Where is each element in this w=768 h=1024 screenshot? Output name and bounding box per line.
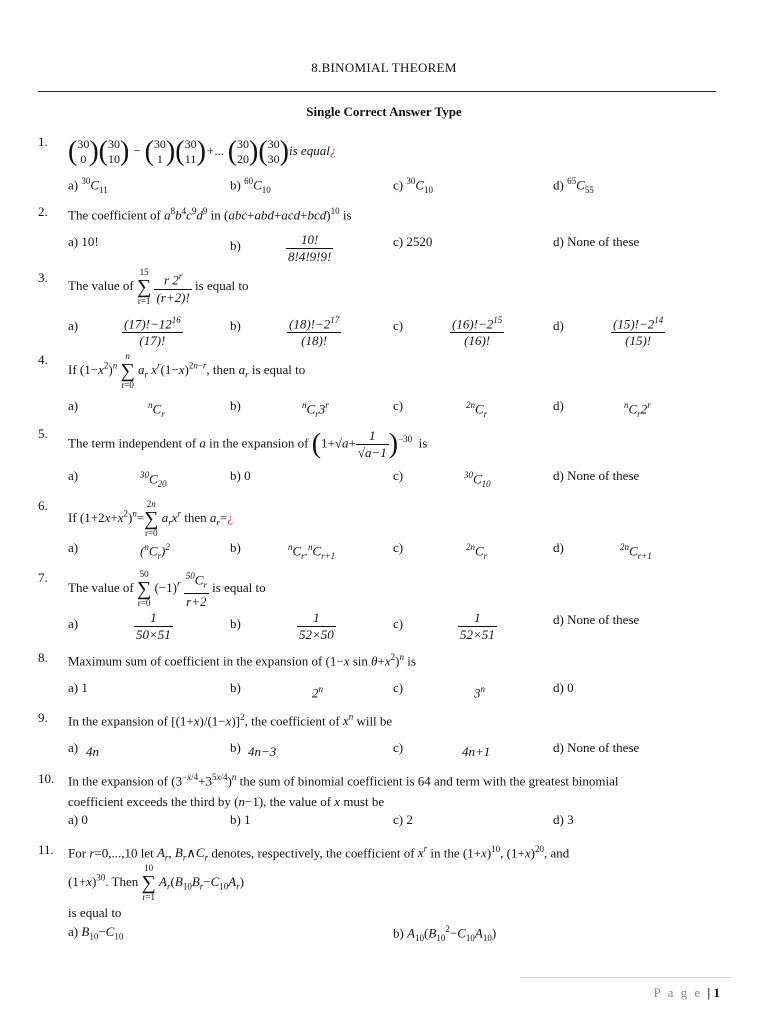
question-number: 10. (38, 771, 55, 786)
option-b[interactable]: b) 0 (230, 468, 251, 483)
option-a[interactable]: a) 1 (68, 680, 88, 695)
question-number: 2. (38, 204, 48, 219)
option-d[interactable]: d) None of these (553, 468, 640, 483)
question-text: If $(1-x^2)^n$ n ∑ r=0 $a_r$ $x^r(1-x)^{2n-r}$, then $a_r$ is equal to (68, 351, 306, 390)
option-d[interactable]: d) (553, 318, 564, 333)
question-number: 11. (38, 842, 54, 857)
document-title: 8.BINOMIAL THEOREM (311, 60, 457, 75)
option-a-value: $(^nC_r)^2$ (140, 542, 170, 561)
option-a-value: $^{30}C_{20}$ (140, 470, 167, 489)
option-b-fraction: $\frac{(18)!-2^{17}}{(18)!}$ (287, 312, 341, 349)
page-number: | 1 (707, 985, 720, 1000)
option-a[interactable]: a) (68, 540, 79, 555)
question-number: 8. (38, 650, 48, 665)
section-heading: Single Correct Answer Type (306, 104, 462, 119)
option-a[interactable]: a) (68, 318, 79, 333)
option-b[interactable]: b) (230, 398, 241, 413)
option-b-value: 4n−3 (248, 744, 277, 759)
question-text: For r=0,...,10 let $A_r$, $B_r\wedge C_r$ denotes, respectively, the coefficient of $x^r$ in the $(1+x)^{10}$, $(1+x)^{20}$, and (68, 844, 570, 863)
question-number: 9. (38, 710, 48, 725)
option-d-value: $^nC_r2^r$ (624, 400, 651, 419)
option-c-value: 4n+1 (462, 744, 491, 759)
question-number: 1. (38, 134, 48, 149)
question-text: The coefficient of $a^8b^4c^9d^9$ in $(abc+abd+acd+bcd)^{10}$ is (68, 206, 352, 223)
option-c[interactable]: c) (393, 616, 404, 631)
option-b-fraction: $\frac{1}{52\times 50}$ (299, 610, 334, 642)
option-b[interactable]: b) (230, 740, 241, 755)
option-a[interactable]: a) 0 (68, 812, 88, 827)
option-c[interactable]: c) (393, 468, 404, 483)
option-a-value: 4n (86, 744, 99, 759)
option-c-fraction: $\frac{1}{52\times 51}$ (460, 610, 495, 642)
option-a[interactable]: a) (68, 468, 79, 483)
option-c[interactable]: c) (393, 398, 404, 413)
option-b-fraction: $\frac{10!}{8!4!9!9!}$ (288, 232, 332, 264)
option-d[interactable]: d) (553, 540, 564, 555)
title-divider (38, 91, 716, 92)
option-b-value: $^nC_r.^nC_{r+1}$ (288, 542, 336, 561)
footer-divider (520, 977, 730, 978)
option-b[interactable]: b) (230, 680, 241, 695)
question-text: In the expansion of $(3^{-x/4}+3^{5x/4})^n$ the sum of binomial coefficient is 64 and term with the greatest binomial (68, 772, 619, 789)
option-b-value: $^nC_r3^r$ (302, 400, 329, 419)
option-c[interactable]: c) (393, 318, 404, 333)
option-c[interactable]: c) (393, 540, 404, 555)
option-a[interactable]: a) (68, 398, 79, 413)
question-text: The term independent of a in the expansion of (1+√a+ $\frac{1}{√a-1}$ )$^{-30}$ is (68, 428, 428, 460)
question-text: If $(1+2x+x^2)^n=2n$ ∑ r=0 $a_rx^r$ then $a_r=¿$ (68, 499, 234, 538)
option-d-value: $^{2n}C_{r+1}$ (620, 542, 652, 561)
option-a[interactable]: a) (68, 616, 79, 631)
page-footer (654, 985, 720, 1001)
option-c[interactable]: c) 2520 (393, 234, 433, 249)
question-text: Maximum sum of coefficient in the expansion of (1−x $\sin \theta+x^2)^n$ is (68, 652, 416, 669)
question-number: 5. (38, 426, 48, 441)
option-a-fraction: $\frac{(17)!-12^{16}}{(17)!}$ (122, 312, 183, 349)
option-c[interactable]: c) (393, 740, 404, 755)
option-d[interactable]: d) (553, 398, 564, 413)
option-a-fraction: $\frac{1}{50\times 51}$ (136, 610, 171, 642)
option-b[interactable]: b) 1 (230, 812, 251, 827)
option-b[interactable]: b) (230, 318, 241, 333)
option-c[interactable]: c) $^{30}C_{10}$ (393, 176, 434, 195)
option-d-fraction: $\frac{(15)!-2^{14}}{(15)!}$ (611, 312, 665, 349)
option-b-value: 2$^n$ (312, 684, 323, 701)
option-d[interactable]: d) None of these (553, 612, 640, 627)
option-c-value: $^{2n}C_r$ (466, 542, 488, 561)
option-d[interactable]: d) None of these (553, 740, 640, 755)
question-number: 4. (38, 352, 48, 367)
question-text-line3: is equal to (68, 905, 122, 920)
page-label: P a g e (653, 985, 703, 1000)
question-number: 7. (38, 570, 48, 585)
question-text: (30 0 )(30 10) − (30 1 )(30 11)+... (30 20)(30 30)is equal¿ (68, 136, 337, 167)
option-a[interactable]: a) $^{30}C_{11}$ (68, 176, 108, 195)
option-d[interactable]: d) 0 (553, 680, 574, 695)
question-number: 6. (38, 498, 48, 513)
option-c-value: 3$^n$ (474, 684, 485, 701)
option-b[interactable]: b) $^{60}C_{10}$ (230, 176, 271, 195)
question-text-line2: coefficient exceeds the third by (n−1), the value of x must be (68, 794, 385, 809)
option-d[interactable]: d) None of these (553, 234, 640, 249)
option-b[interactable]: b) (230, 238, 241, 253)
option-c-fraction: $\frac{(16)!-2^{15}}{(16)!}$ (450, 312, 504, 349)
option-b[interactable]: b) (230, 540, 241, 555)
option-c-value: $^{30}C_{10}$ (464, 470, 491, 489)
option-a[interactable]: a) (68, 740, 79, 755)
option-a[interactable]: a) $B_{10}-C_{10}$ (68, 924, 124, 942)
question-number: 3. (38, 270, 48, 285)
option-a[interactable]: a) 10! (68, 234, 99, 249)
question-text: The value of 15 ∑ r=1 $\frac{r 2^r}{(r+2)!}$ is equal to (68, 267, 249, 306)
option-b[interactable]: b) (230, 616, 241, 631)
question-text: The value of 50 ∑ r=0 $(-1)^r$ $\frac{^{50}C_r}{r+2}$ is equal to (68, 568, 266, 609)
question-text-line2: $(1+x)^{30}$. Then 10 ∑ r=1 $A_r(B_{10}B_r-C_{10}A_r)$ (68, 863, 245, 902)
option-a-value: $^nC_r$ (148, 400, 165, 419)
option-c[interactable]: c) 2 (393, 812, 413, 827)
option-d[interactable]: d) $^{65}C_{55}$ (553, 176, 594, 195)
option-c-value: $^{2n}C_r$ (466, 400, 488, 419)
question-text: In the expansion of $[(1+x)/(1-x)]^2$, the coefficient of $x^n$ will be (68, 712, 393, 729)
option-d[interactable]: d) 3 (553, 812, 574, 827)
option-c[interactable]: c) (393, 680, 404, 695)
option-b[interactable]: b) $A_{10}(B_{10}^2-C_{10}A_{10})$ (393, 924, 497, 943)
